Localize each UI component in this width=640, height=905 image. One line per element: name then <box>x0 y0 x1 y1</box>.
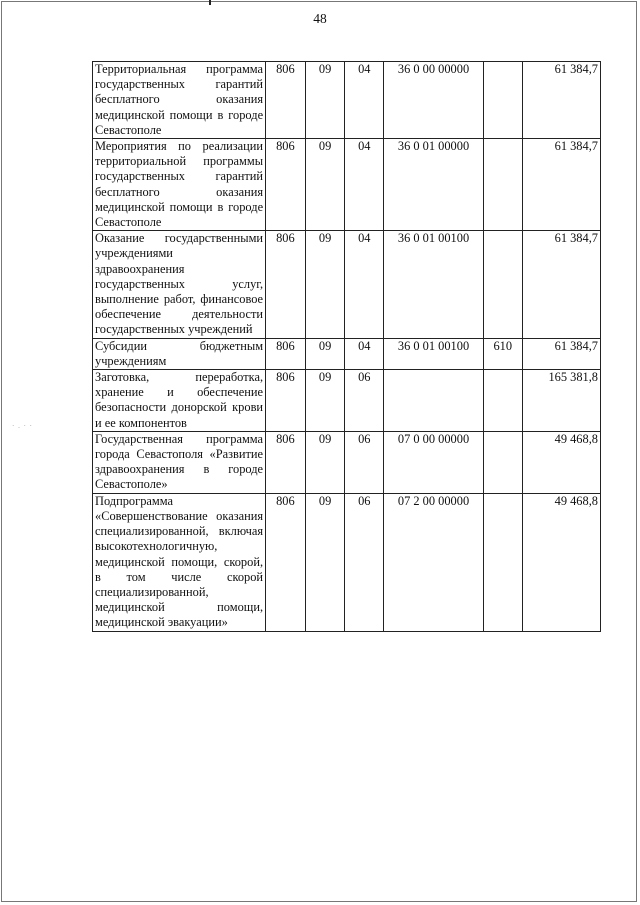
scan-noise: · . · · <box>12 422 33 430</box>
page-number: 48 <box>313 11 327 26</box>
subsection-code: 06 <box>345 493 384 631</box>
target-article-code: 07 2 00 00000 <box>384 493 484 631</box>
amount: 61 384,7 <box>522 338 600 369</box>
amount: 61 384,7 <box>522 139 600 231</box>
subsection-code: 04 <box>345 338 384 369</box>
row-name: Мероприятия по реализации территориальной программы государственных гарантий бесплатного оказания медицинской помощи в городе Севастополе <box>93 139 266 231</box>
amount: 61 384,7 <box>522 62 600 139</box>
row-name: Оказание государственными учреждениями здравоохранения государственных услуг, выполнение работ, финансовое обеспечение деятельности государственных учреждений <box>93 231 266 338</box>
target-article-code <box>384 370 484 432</box>
scan-mark <box>209 0 211 5</box>
ministry-code: 806 <box>266 231 306 338</box>
table-row <box>93 62 601 139</box>
subsection-code: 06 <box>345 370 384 432</box>
table-row <box>93 431 601 493</box>
amount: 61 384,7 <box>522 231 600 338</box>
expense-type-code <box>483 62 522 139</box>
table-row <box>93 370 601 432</box>
subsection-code: 06 <box>345 431 384 493</box>
table-row <box>93 338 601 369</box>
section-code: 09 <box>305 370 345 432</box>
expense-type-code <box>483 431 522 493</box>
amount: 49 468,8 <box>522 431 600 493</box>
budget-table <box>92 61 601 632</box>
target-article-code: 07 0 00 00000 <box>384 431 484 493</box>
row-name: Государственная программа города Севастополя «Развитие здравоохранения в городе Севастополе» <box>93 431 266 493</box>
ministry-code: 806 <box>266 493 306 631</box>
section-code: 09 <box>305 493 345 631</box>
section-code: 09 <box>305 139 345 231</box>
ministry-code: 806 <box>266 338 306 369</box>
ministry-code: 806 <box>266 139 306 231</box>
section-code: 09 <box>305 62 345 139</box>
target-article-code: 36 0 01 00100 <box>384 231 484 338</box>
section-code: 09 <box>305 338 345 369</box>
row-name: Субсидии бюджетным учреждениям <box>93 338 266 369</box>
ministry-code: 806 <box>266 431 306 493</box>
target-article-code: 36 0 01 00100 <box>384 338 484 369</box>
row-name: Территориальная программа государственных гарантий бесплатного оказания медицинской помощи в городе Севастополе <box>93 62 266 139</box>
table-row <box>93 231 601 338</box>
row-name: Заготовка, переработка, хранение и обеспечение безопасности донорской крови и ее компонентов <box>93 370 266 432</box>
subsection-code: 04 <box>345 139 384 231</box>
amount: 49 468,8 <box>522 493 600 631</box>
row-name: Подпрограмма «Совершенствование оказания специализированной, включая высокотехнологичную, медицинской помощи, скорой, в том числе скорой специализированной, медицинской помощи, медицинской эвакуации» <box>93 493 266 631</box>
target-article-code: 36 0 01 00000 <box>384 139 484 231</box>
section-code: 09 <box>305 231 345 338</box>
expense-type-code <box>483 231 522 338</box>
amount: 165 381,8 <box>522 370 600 432</box>
expense-type-code: 610 <box>483 338 522 369</box>
expense-type-code <box>483 139 522 231</box>
table-row <box>93 139 601 231</box>
table-row <box>93 493 601 631</box>
expense-type-code <box>483 370 522 432</box>
section-code: 09 <box>305 431 345 493</box>
subsection-code: 04 <box>345 231 384 338</box>
expense-type-code <box>483 493 522 631</box>
subsection-code: 04 <box>345 62 384 139</box>
ministry-code: 806 <box>266 370 306 432</box>
ministry-code: 806 <box>266 62 306 139</box>
target-article-code: 36 0 00 00000 <box>384 62 484 139</box>
